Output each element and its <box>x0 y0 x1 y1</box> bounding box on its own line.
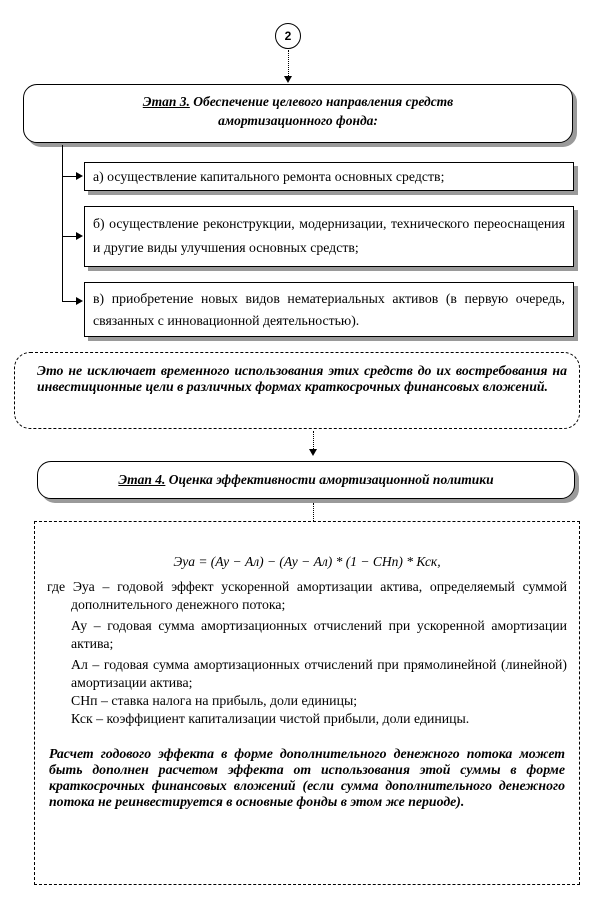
def-tax-rate: СНп – ставка налога на прибыль, доли единицы; <box>71 693 358 708</box>
arrow-head-mid <box>309 449 317 456</box>
arrow-line-mid <box>313 431 314 451</box>
stage4-title-text: Оценка эффективности амортизационной политики <box>165 472 494 487</box>
arrow-b <box>76 232 83 240</box>
note-text: Это не исключает временного использования этих средств до их востребования на инвестиционные цели в различных формах краткосрочных финансовых вложений. <box>37 363 567 394</box>
arrow-head-top <box>284 76 292 83</box>
stage3-title <box>114 92 482 130</box>
def-efficiency: где Эуа – годовой эффект ускоренной амортизации актива, определяемый суммой дополнительного денежного потока; <box>47 579 567 612</box>
stage3-prefix: Этап 3. <box>142 94 190 109</box>
connector-label: 2 <box>284 29 292 43</box>
item-c-box <box>84 282 574 337</box>
stage4-header <box>37 461 575 499</box>
stage3-header <box>23 84 573 143</box>
item-a-text: а) осуществление капитального ремонта основных средств; <box>93 169 445 184</box>
connector-circle <box>275 23 301 49</box>
formula: Эуа = (Ау − Ал) − (Ау − Ал) * (1 − СНп) * Кск, <box>173 554 441 569</box>
def-linear: Ал – годовая сумма амортизационных отчислений при прямолинейной (линейной) амортизации актива; <box>71 657 567 690</box>
stage3-title-text: Обеспечение целевого направления средств амортизационного фонда: <box>189 94 454 128</box>
item-b-text: б) осуществление реконструкции, модернизации, технического переоснащения и другие виды улучшения основных средств; <box>93 216 565 255</box>
def-capitalization: Кск – коэффициент капитализации чистой прибыли, доли единицы. <box>71 711 470 726</box>
stage4-title <box>38 470 574 489</box>
item-b-box <box>84 206 574 267</box>
arrow-a <box>76 172 83 180</box>
bracket-line <box>62 145 63 302</box>
def-accelerated: Ау – годовая сумма амортизационных отчислений при ускоренной амортизации актива; <box>71 618 567 651</box>
stage4-body <box>34 521 580 885</box>
item-c-text: в) приобретение новых видов нематериальных активов (в первую очередь, связанных с инновационной деятельностью). <box>93 291 565 328</box>
note-box <box>14 352 580 429</box>
stage4-prefix: Этап 4. <box>118 472 166 487</box>
arrow-line-top <box>288 50 289 78</box>
item-a-box <box>84 162 574 191</box>
arrow-c <box>76 297 83 305</box>
stage4-connector <box>313 503 314 521</box>
conclusion-text: Расчет годового эффекта в форме дополнительного денежного потока может быть дополнен расчетом эффекта от использования этой суммы в форме краткосрочных финансовых вложений (если сумма дополнительного денежного потока не реинвестируется в основные фонды в этом же периоде). <box>49 746 565 809</box>
